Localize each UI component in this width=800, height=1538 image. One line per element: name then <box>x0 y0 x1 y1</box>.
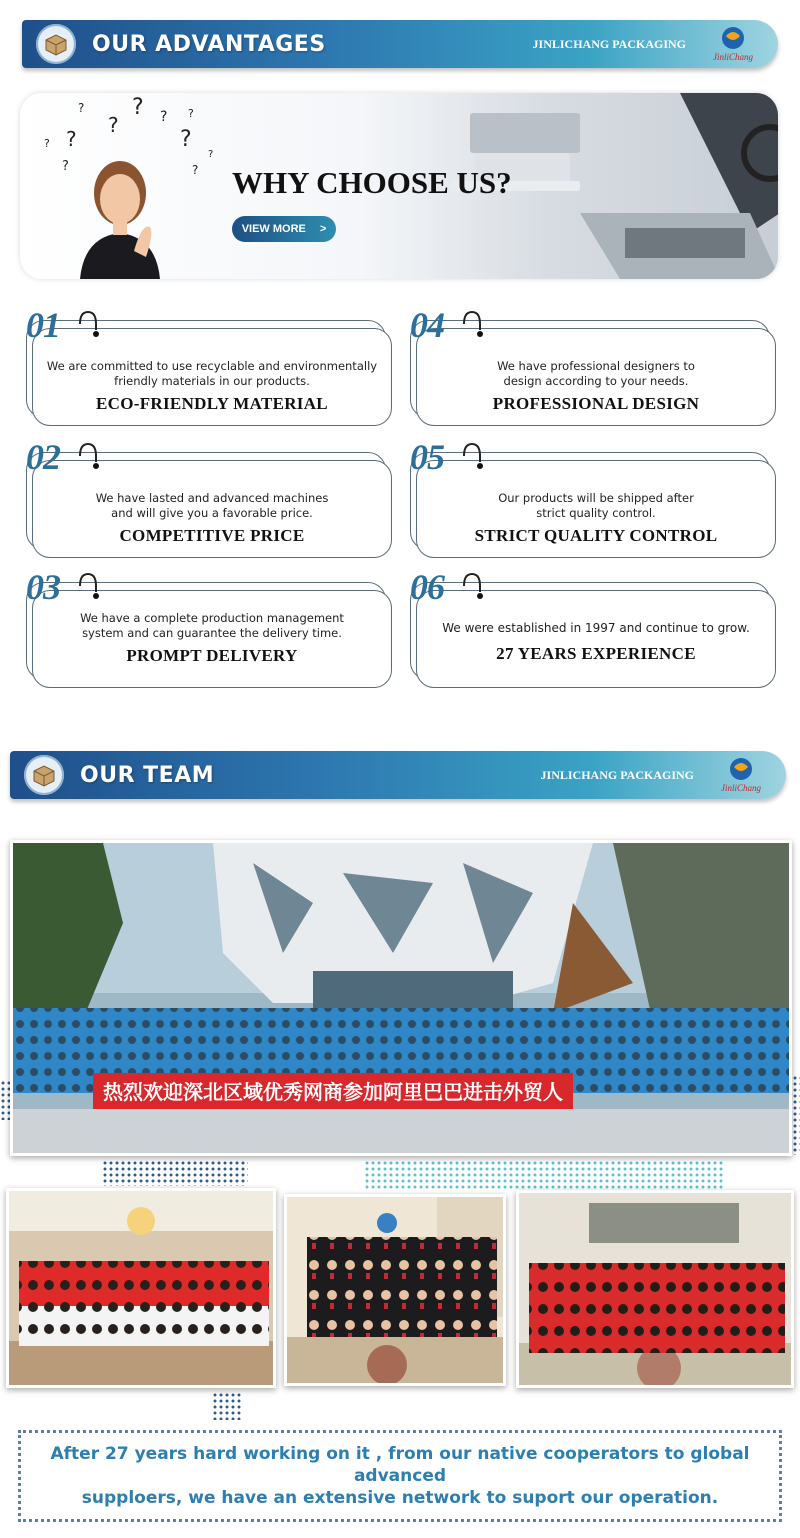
dot-pattern <box>102 1160 248 1186</box>
question-mark-icon: ? <box>208 149 214 160</box>
question-mark-icon: ? <box>62 159 69 174</box>
footer-message-box <box>18 1430 782 1522</box>
chevron-right-icon: > <box>319 223 327 235</box>
advantages-banner <box>22 20 778 68</box>
svg-text:JinliChang: JinliChang <box>721 783 761 793</box>
question-mark-icon: ? <box>160 109 168 125</box>
card-number: 01 <box>26 305 60 345</box>
card-heading: STRICT QUALITY CONTROL <box>474 526 718 545</box>
question-mark-icon: ? <box>108 113 119 137</box>
card-description: We have a complete production management system and can guarantee the delivery time. <box>80 611 344 640</box>
card-description: We are committed to use recyclable and environmentally friendly materials in our products. <box>46 359 378 388</box>
card-description: We were established in 1997 and continue to grow. <box>442 621 750 635</box>
card-heading: COMPETITIVE PRICE <box>119 526 305 545</box>
question-mark-icon: ? <box>132 95 144 120</box>
brand-name: JINLICHANG PACKAGING <box>532 37 686 51</box>
card-number: 06 <box>410 567 444 607</box>
card-number: 02 <box>26 437 60 477</box>
team-banner <box>10 751 786 799</box>
card-heading: PROMPT DELIVERY <box>126 646 298 665</box>
card-heading: PROFESSIONAL DESIGN <box>492 394 700 413</box>
company-logo-icon <box>702 24 764 66</box>
company-logo-icon <box>710 755 772 797</box>
question-mark-icon: ? <box>66 127 77 151</box>
team-group-photo <box>10 840 792 1156</box>
package-box-icon <box>36 24 76 64</box>
ring-hook-icon <box>460 572 484 606</box>
advantage-card <box>410 437 776 558</box>
question-mark-icon: ? <box>192 163 199 177</box>
hero-title: WHY CHOOSE US? <box>232 165 512 200</box>
why-choose-us-hero <box>20 93 778 279</box>
question-mark-icon: ? <box>44 137 50 150</box>
card-description: We have lasted and advanced machines and will give you a favorable price. <box>95 491 329 520</box>
advantage-card <box>410 305 776 426</box>
view-more-button[interactable] <box>232 216 336 242</box>
advantage-card <box>26 305 392 426</box>
ring-hook-icon <box>76 442 100 476</box>
question-mark-icon: ? <box>188 107 194 120</box>
question-mark-icon: ? <box>180 127 192 152</box>
team-photo-red-jackets <box>516 1190 794 1388</box>
team-photo-suits <box>284 1194 506 1386</box>
section-title: OUR TEAM <box>80 762 215 788</box>
view-more-label: VIEW MORE <box>241 223 306 235</box>
card-description: Our products will be shipped after strict quality control. <box>498 491 694 520</box>
advantage-card <box>410 567 776 688</box>
team-photo-red-shirts <box>6 1188 276 1388</box>
brand-name: JINLICHANG PACKAGING <box>540 768 694 782</box>
question-mark-icon: ? <box>78 101 85 115</box>
svg-text:JinliChang: JinliChang <box>713 52 753 62</box>
dot-pattern <box>212 1392 242 1420</box>
banner-text: 热烈欢迎深北区域优秀网商参加阿里巴巴进击外贸人 <box>103 1080 563 1104</box>
ring-hook-icon <box>76 310 100 344</box>
ring-hook-icon <box>76 572 100 606</box>
card-heading: ECO-FRIENDLY MATERIAL <box>96 394 328 413</box>
thinking-woman-illustration <box>50 153 190 279</box>
package-box-icon <box>24 755 64 795</box>
card-number: 04 <box>410 305 444 345</box>
footer-message: After 27 years hard working on it , from our native cooperators to global advanced supploers, we have an extensive network to suport our operation. <box>50 1444 750 1508</box>
card-heading: 27 YEARS EXPERIENCE <box>496 644 696 663</box>
card-number: 03 <box>26 567 60 607</box>
advantage-card <box>26 567 392 688</box>
ring-hook-icon <box>460 310 484 344</box>
ring-hook-icon <box>460 442 484 476</box>
card-number: 05 <box>410 437 444 477</box>
card-description: We have professional designers to design according to your needs. <box>497 359 695 388</box>
dot-pattern <box>364 1160 724 1190</box>
section-title: OUR ADVANTAGES <box>92 31 326 57</box>
advantage-card <box>26 437 392 558</box>
